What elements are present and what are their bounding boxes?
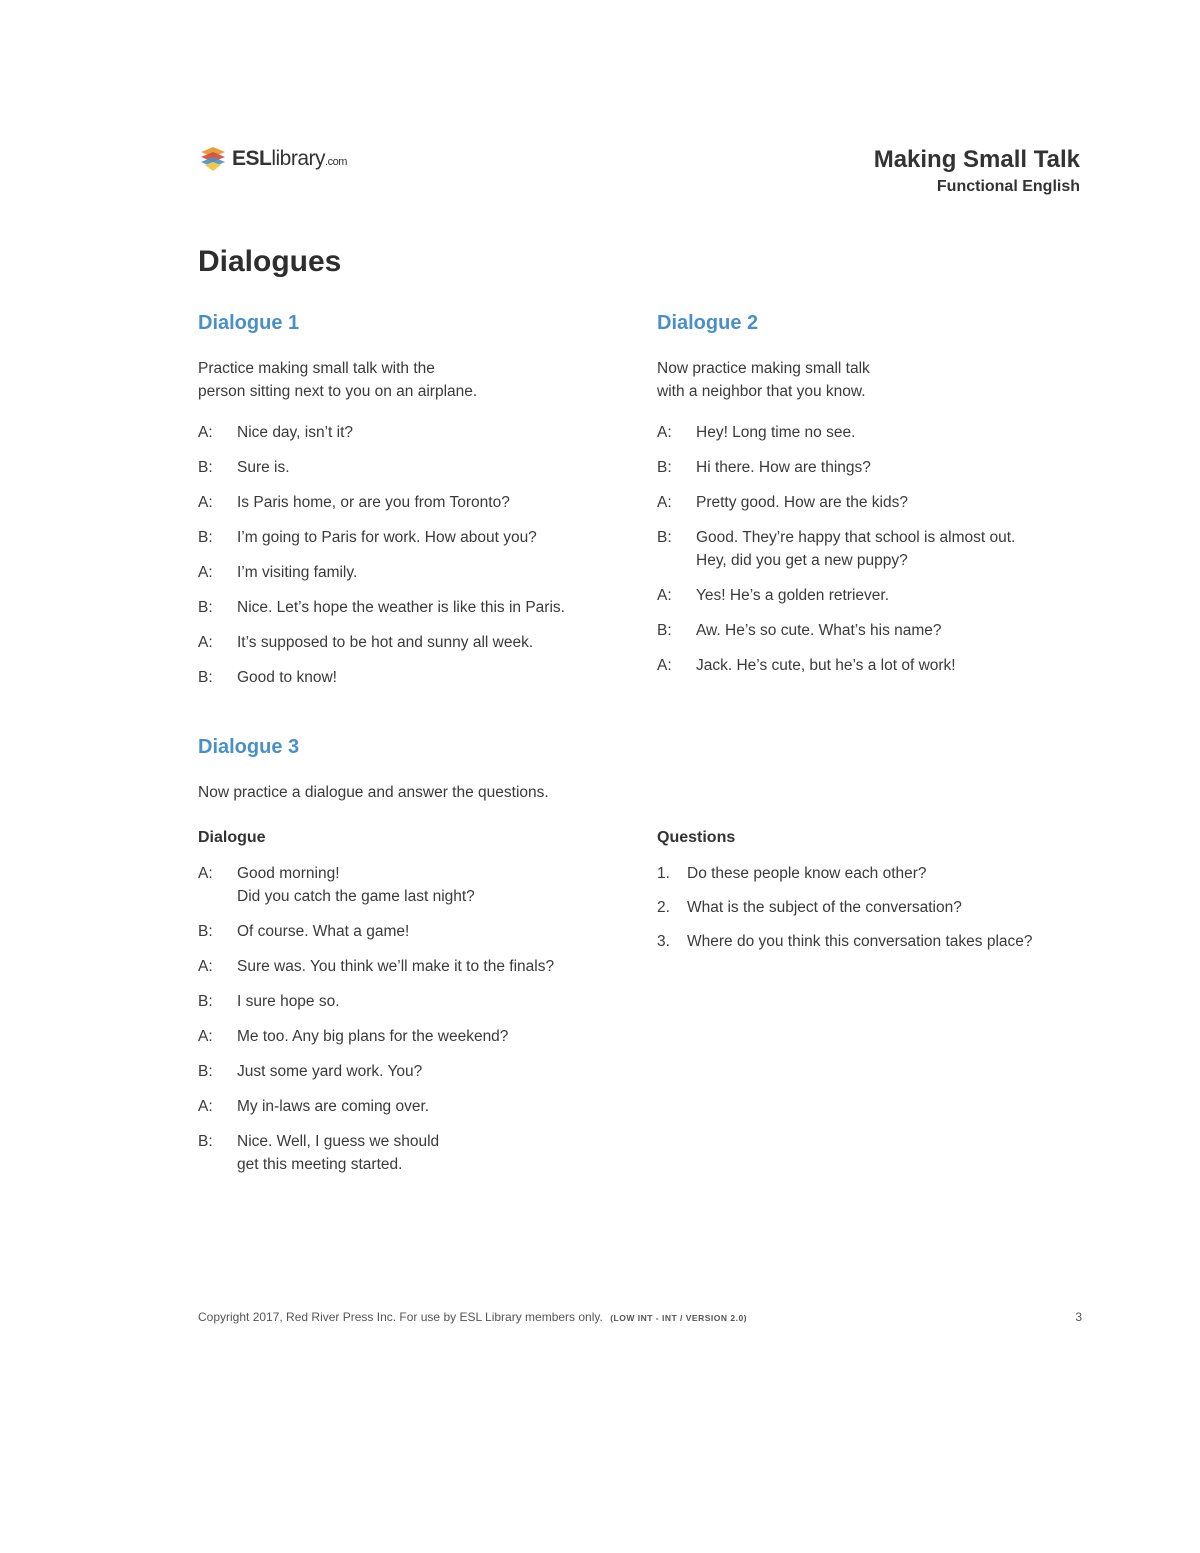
dialogue-2-lines — [657, 421, 1087, 677]
dialogue-1-title: Dialogue 1 — [198, 312, 300, 334]
dialogue-1-intro: Practice making small talk with the person sitting next to you on an airplane. — [198, 360, 478, 400]
utterance-text: Of course. What a game! — [237, 923, 410, 940]
page-title: Dialogues — [198, 245, 342, 278]
dialogue-line — [198, 456, 618, 479]
speaker-label: A: — [198, 865, 213, 882]
dialogue-line — [198, 1060, 618, 1083]
dialogue-line — [657, 491, 1087, 514]
utterance-text: Sure was. You think we’ll make it to the finals? — [237, 958, 555, 975]
utterance-text: I’m going to Paris for work. How about you? — [237, 529, 537, 546]
dialogue-line — [198, 862, 618, 908]
dialogue-3-lines — [198, 862, 618, 1176]
question-number: 1. — [657, 865, 670, 882]
utterance-text: Pretty good. How are the kids? — [696, 494, 908, 511]
question-text: What is the subject of the conversation? — [687, 899, 962, 916]
utterance-text: I sure hope so. — [237, 993, 340, 1010]
dialogue-line — [657, 584, 1087, 607]
brand-suffix: .com — [325, 156, 347, 168]
dialogue-line — [198, 631, 618, 654]
speaker-label: B: — [198, 1133, 213, 1150]
utterance-text: It’s supposed to be hot and sunny all week. — [237, 634, 534, 651]
utterance-text: Nice day, isn’t it? — [237, 424, 354, 441]
speaker-label: A: — [198, 494, 213, 511]
dialogue-line — [657, 619, 1087, 642]
document-header — [874, 144, 1080, 198]
dialogue-line — [198, 666, 618, 689]
dialogue-2-intro: Now practice making small talk with a neighbor that you know. — [657, 360, 870, 400]
dialogue-3-dialogue — [198, 827, 618, 1176]
speaker-label: B: — [198, 459, 213, 476]
brand-name-regular: library — [271, 147, 326, 170]
question-text: Where do you think this conversation takes place? — [687, 933, 1033, 950]
questions-heading: Questions — [657, 829, 736, 846]
dialogue-line — [198, 596, 618, 619]
questions-list — [657, 862, 1087, 953]
dialogue-line — [198, 1025, 618, 1048]
utterance-text: My in-laws are coming over. — [237, 1098, 430, 1115]
speaker-label: B: — [657, 622, 672, 639]
speaker-label: A: — [198, 634, 213, 651]
dialogue-1-lines — [198, 421, 618, 689]
document-title: Making Small Talk — [873, 146, 1080, 173]
speaker-label: B: — [198, 923, 213, 940]
dialogue-line — [198, 955, 618, 978]
dialogue-1-section — [198, 309, 618, 689]
brand-logo — [198, 143, 347, 175]
document-subtitle: Functional English — [936, 178, 1080, 195]
speaker-label: B: — [657, 529, 672, 546]
dialogue-3-title: Dialogue 3 — [198, 736, 300, 758]
dialogue-3-questions — [657, 827, 1087, 953]
dialogue-line — [198, 561, 618, 584]
speaker-label: B: — [657, 459, 672, 476]
dialogue-3-intro: Now practice a dialogue and answer the questions. — [198, 784, 549, 801]
question-number: 2. — [657, 899, 670, 916]
utterance-text: Good morning! Did you catch the game last night? — [237, 865, 475, 905]
dialogue-3-section — [198, 733, 1078, 804]
dialogue-2-title: Dialogue 2 — [657, 312, 759, 334]
speaker-label: A: — [198, 958, 213, 975]
copyright-text: Copyright 2017, Red River Press Inc. For use by ESL Library members only. — [198, 1310, 603, 1324]
question-item — [657, 930, 1087, 953]
dialogue-3-dialogue-heading: Dialogue — [198, 829, 266, 846]
speaker-label: B: — [198, 1063, 213, 1080]
speaker-label: A: — [198, 564, 213, 581]
speaker-label: A: — [657, 424, 672, 441]
question-item — [657, 862, 1087, 885]
utterance-text: Nice. Well, I guess we should get this meeting started. — [237, 1133, 440, 1173]
utterance-text: Just some yard work. You? — [237, 1063, 423, 1080]
speaker-label: B: — [198, 669, 213, 686]
speaker-label: A: — [198, 1028, 213, 1045]
utterance-text: Hi there. How are things? — [696, 459, 871, 476]
utterance-text: Nice. Let’s hope the weather is like this in Paris. — [237, 599, 565, 616]
footer — [198, 1308, 1082, 1327]
esl-library-logo-icon — [198, 144, 228, 174]
utterance-text: Yes! He’s a golden retriever. — [696, 587, 890, 604]
utterance-text: Good to know! — [237, 669, 337, 686]
utterance-text: Is Paris home, or are you from Toronto? — [237, 494, 510, 511]
utterance-text: Sure is. — [237, 459, 290, 476]
utterance-text: Hey! Long time no see. — [696, 424, 856, 441]
utterance-text: Jack. He’s cute, but he’s a lot of work! — [696, 657, 956, 674]
dialogue-line — [198, 920, 618, 943]
dialogue-line — [198, 1130, 618, 1176]
dialogue-line — [198, 1095, 618, 1118]
dialogue-2-section — [657, 309, 1087, 677]
speaker-label: A: — [198, 424, 213, 441]
brand-name — [232, 147, 347, 171]
speaker-label: B: — [198, 599, 213, 616]
dialogue-line — [198, 990, 618, 1013]
speaker-label: A: — [657, 587, 672, 604]
utterance-text: Me too. Any big plans for the weekend? — [237, 1028, 509, 1045]
question-number: 3. — [657, 933, 670, 950]
dialogue-line — [198, 491, 618, 514]
speaker-label: A: — [657, 657, 672, 674]
dialogue-line — [657, 526, 1087, 572]
speaker-label: A: — [657, 494, 672, 511]
dialogue-line — [657, 456, 1087, 479]
level-version-text: (LOW INT - INT / VERSION 2.0) — [610, 1313, 747, 1323]
speaker-label: B: — [198, 529, 213, 546]
question-item — [657, 896, 1087, 919]
utterance-text: Good. They’re happy that school is almost out. Hey, did you get a new puppy? — [696, 529, 1016, 569]
brand-name-bold: ESL — [232, 147, 272, 170]
page-number: 3 — [1075, 1310, 1082, 1324]
dialogue-line — [198, 526, 618, 549]
dialogue-line — [198, 421, 618, 444]
dialogue-line — [657, 421, 1087, 444]
speaker-label: B: — [198, 993, 213, 1010]
question-text: Do these people know each other? — [687, 865, 927, 882]
utterance-text: I’m visiting family. — [237, 564, 358, 581]
utterance-text: Aw. He’s so cute. What’s his name? — [696, 622, 942, 639]
dialogue-line — [657, 654, 1087, 677]
speaker-label: A: — [198, 1098, 213, 1115]
